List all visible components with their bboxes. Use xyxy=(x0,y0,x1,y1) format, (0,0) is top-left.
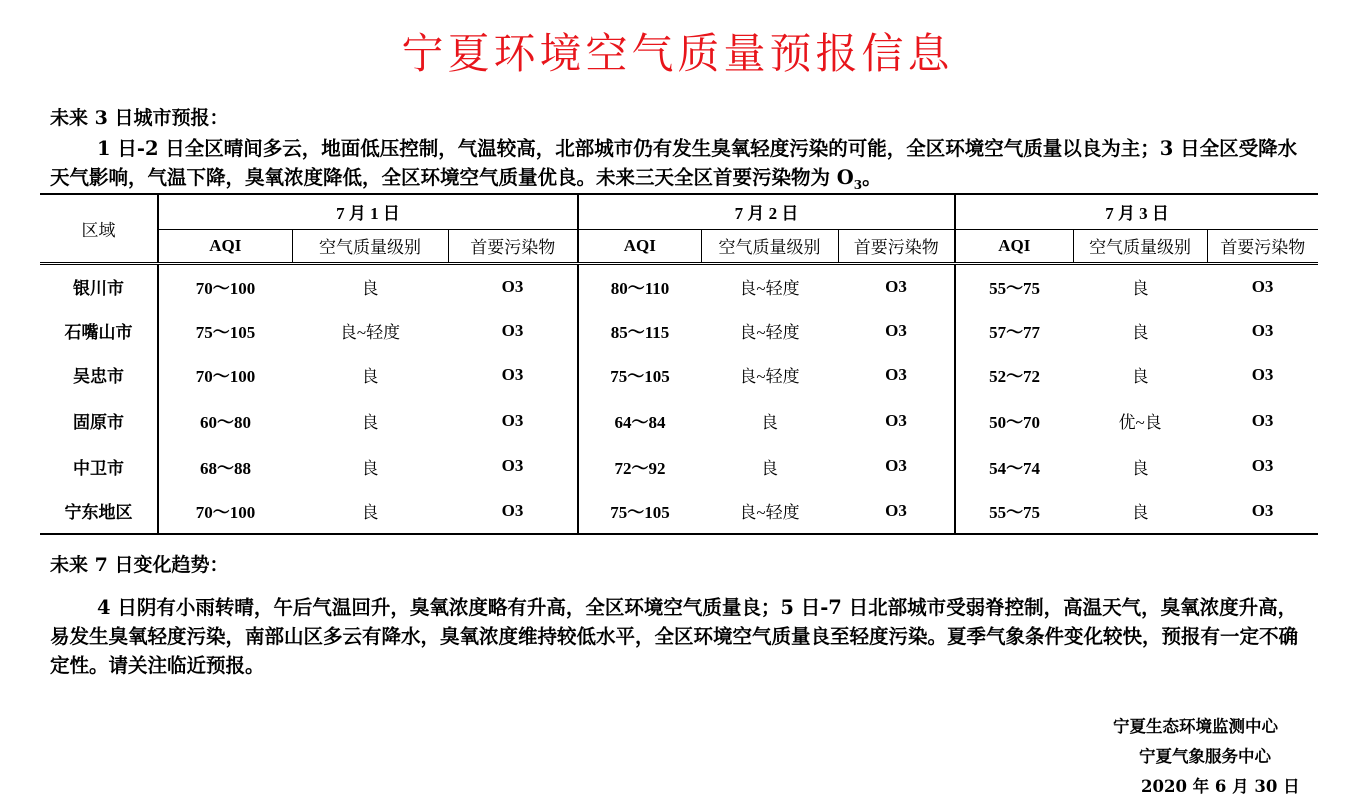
pollutant-cell: O3 xyxy=(885,320,907,340)
aqi-cell: 60～80 xyxy=(158,397,292,444)
level-cell: 良 xyxy=(761,458,779,478)
sub-header-aqi: AQI xyxy=(158,229,292,263)
level-cell: 优~良 xyxy=(1118,413,1162,432)
forecast-3day-paragraph xyxy=(50,134,1315,200)
aqi-cell: 70～100 xyxy=(158,263,292,309)
pollutant-cell: O3 xyxy=(448,488,578,534)
sub-header-level: 空气质量级别 xyxy=(1073,229,1207,263)
forecast-3day-text-end: 。 xyxy=(862,166,882,189)
sub-header-level: 空气质量级别 xyxy=(701,229,838,263)
subscript-3: 3 xyxy=(853,177,863,192)
date-header-3: 7 月 3 日 xyxy=(955,194,1318,229)
date-header-1: 7 月 1 日 xyxy=(158,194,578,229)
aqi-cell: 80～110 xyxy=(578,263,701,309)
region-cell: 中卫市 xyxy=(40,444,158,488)
trend-7day-paragraph: 4 日阴有小雨转晴，午后气温回升，臭氧浓度略有升高，全区环境空气质量良；5 日-7 日北部城市受弱脊控制，高温天气，臭氧浓度升高，易发生臭氧轻度污染，南部山区多云有降水，臭氧浓度维持较低水平，全区环境空气质量良至轻度污染。夏季气象条件变化较快，预报有一定不确定性。请关注临近预报。 xyxy=(50,596,1299,677)
level-cell: 良 xyxy=(1131,323,1149,342)
level-cell: 良~轻度 xyxy=(739,323,800,342)
level-cell: 良 xyxy=(292,488,448,534)
pollutant-cell: O3 xyxy=(1251,276,1274,296)
sub-header-aqi: AQI xyxy=(955,229,1073,263)
region-cell: 宁东地区 xyxy=(40,488,158,534)
level-cell: 良 xyxy=(1131,458,1149,478)
pollutant-cell: O3 xyxy=(1207,488,1318,534)
sub-header-level: 空气质量级别 xyxy=(292,229,448,263)
region-cell: 固原市 xyxy=(40,397,158,444)
trend-7day-heading: 未来 7 日变化趋势： xyxy=(50,554,229,576)
pollutant-cell: O3 xyxy=(838,488,955,534)
table-row xyxy=(40,397,1318,444)
sub-header-pollutant: 首要污染物 xyxy=(448,229,578,263)
aqi-cell: 70～100 xyxy=(158,352,292,397)
sub-header-aqi: AQI xyxy=(578,229,701,263)
forecast-table xyxy=(40,193,1318,535)
pollutant-cell: O3 xyxy=(501,364,524,384)
level-cell: 良 xyxy=(361,367,379,386)
level-cell: 良 xyxy=(361,413,379,432)
level-cell: 良~轻度 xyxy=(701,488,838,534)
table-row xyxy=(40,309,1318,352)
signature-org-1: 宁夏生态环境监测中心 xyxy=(1113,717,1278,736)
aqi-cell: 85～115 xyxy=(578,309,701,352)
pollutant-cell: O3 xyxy=(885,410,907,430)
date-header-2: 7 月 2 日 xyxy=(578,194,955,229)
aqi-cell: 55～75 xyxy=(955,263,1073,309)
level-cell: 良~轻度 xyxy=(739,279,800,299)
pollutant-cell: O3 xyxy=(885,364,907,384)
region-cell: 石嘴山市 xyxy=(40,309,158,352)
aqi-cell: 70～100 xyxy=(158,488,292,534)
aqi-cell: 54～74 xyxy=(955,444,1073,488)
region-cell: 吴忠市 xyxy=(40,352,158,397)
region-cell: 银川市 xyxy=(40,263,158,309)
aqi-cell: 57～77 xyxy=(955,309,1073,352)
signature-org-2: 宁夏气象服务中心 xyxy=(1139,747,1271,766)
table-row xyxy=(40,488,1318,534)
aqi-cell: 68～88 xyxy=(158,444,292,488)
level-cell: 良 xyxy=(1131,367,1149,386)
level-cell: 良~轻度 xyxy=(739,367,800,386)
sub-header-pollutant: 首要污染物 xyxy=(1207,229,1318,263)
pollutant-cell: O3 xyxy=(501,320,524,340)
region-header: 区域 xyxy=(40,194,158,263)
signature-date: 2020 年 6 月 30 日 xyxy=(1141,777,1300,796)
aqi-cell: 55～75 xyxy=(955,488,1073,534)
pollutant-cell: O3 xyxy=(1251,410,1274,430)
level-cell: 良 xyxy=(361,458,379,478)
table-row xyxy=(40,263,1318,309)
level-cell: 良~轻度 xyxy=(339,323,401,342)
forecast-3day-heading: 未来 3 日城市预报： xyxy=(50,107,229,129)
level-cell: 良 xyxy=(1073,488,1207,534)
pollutant-cell: O3 xyxy=(501,456,524,475)
level-cell: 良 xyxy=(1131,279,1149,299)
aqi-cell: 72～92 xyxy=(578,444,701,488)
sub-header-pollutant: 首要污染物 xyxy=(838,229,955,263)
pollutant-cell: O3 xyxy=(885,456,907,475)
level-cell: 良 xyxy=(761,413,779,432)
forecast-3day-text: 1 日-2 日全区晴间多云，地面低压控制，气温较高，北部城市仍有发生臭氧轻度污染的可能，全区环境空气质量以良为主；3 日全区受降水天气影响，气温下降，臭氧浓度降低，全区环境空气质量优良。未来三天全区首要污染物为 O xyxy=(50,137,1298,189)
pollutant-cell: O3 xyxy=(885,276,907,296)
aqi-cell: 52～72 xyxy=(955,352,1073,397)
pollutant-cell: O3 xyxy=(1251,364,1274,384)
level-cell: 良 xyxy=(361,279,379,299)
aqi-cell: 75～105 xyxy=(578,488,701,534)
aqi-cell: 50～70 xyxy=(955,397,1073,444)
page-title: 宁夏环境空气质量预报信息 xyxy=(401,29,954,78)
pollutant-cell: O3 xyxy=(1251,320,1274,340)
aqi-cell: 75～105 xyxy=(158,309,292,352)
pollutant-cell: O3 xyxy=(1251,456,1274,475)
aqi-cell: 75～105 xyxy=(578,352,701,397)
pollutant-cell: O3 xyxy=(501,276,524,296)
pollutant-cell: O3 xyxy=(501,410,524,430)
aqi-cell: 64～84 xyxy=(578,397,701,444)
table-row xyxy=(40,444,1318,488)
table-row xyxy=(40,352,1318,397)
